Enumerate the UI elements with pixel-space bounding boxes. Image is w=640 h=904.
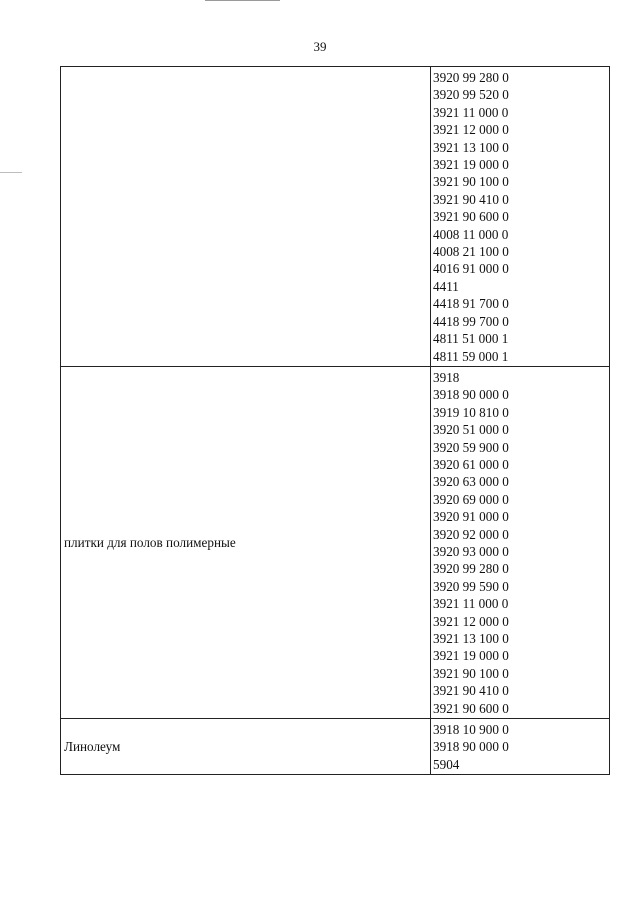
tn-ved-code: 3920 99 280 0 — [433, 561, 509, 577]
tn-ved-code: 3921 90 100 0 — [433, 665, 509, 681]
tn-ved-code: 3921 90 600 0 — [433, 700, 509, 716]
product-codes-cell — [431, 366, 610, 718]
scan-edge-mark — [0, 172, 22, 173]
tn-ved-code: 3921 11 000 0 — [433, 596, 509, 612]
tn-ved-code: 4418 91 700 0 — [433, 296, 509, 312]
product-codes-cell — [431, 67, 610, 367]
tn-ved-code: 3921 13 100 0 — [433, 631, 509, 646]
tn-ved-code: 3920 91 000 0 — [433, 509, 509, 525]
tn-ved-code: 3921 90 410 0 — [433, 683, 509, 699]
product-name-cell — [61, 67, 431, 367]
product-name-cell: Линолеум — [61, 719, 431, 775]
tn-ved-code: 3918 10 900 0 — [433, 722, 509, 738]
tn-ved-code: 3920 59 900 0 — [433, 439, 509, 455]
tn-ved-code: 3920 61 000 0 — [433, 456, 509, 472]
tn-ved-code: 3921 90 410 0 — [433, 191, 509, 207]
tn-ved-code: 3921 90 600 0 — [433, 209, 509, 225]
tn-ved-code: 4008 11 000 0 — [433, 226, 509, 242]
tn-ved-code: 3921 90 100 0 — [433, 174, 509, 190]
tn-ved-code: 3921 13 100 0 — [433, 139, 509, 155]
tn-ved-code: 4008 21 100 0 — [433, 244, 509, 260]
page-number: 39 — [313, 39, 327, 54]
tn-ved-code: 3920 99 590 0 — [433, 578, 509, 594]
scan-edge-mark — [205, 0, 280, 1]
table-body — [61, 67, 610, 775]
table-row — [61, 366, 610, 718]
tn-ved-code: 3921 12 000 0 — [433, 613, 509, 629]
tn-ved-code: 3921 12 000 0 — [433, 122, 509, 138]
tn-ved-code: 3921 19 000 0 — [433, 648, 509, 664]
tn-ved-code: 3920 63 000 0 — [433, 474, 509, 490]
product-name-cell: плитки для полов полимерные — [61, 366, 431, 718]
tn-ved-code: 3918 90 000 0 — [433, 387, 509, 403]
product-codes-table — [60, 66, 610, 775]
tn-ved-code: 3920 99 280 0 — [433, 70, 509, 85]
tn-ved-code: 3921 19 000 0 — [433, 157, 509, 173]
tn-ved-code: 3918 — [433, 369, 460, 385]
tn-ved-code: 3921 11 000 0 — [433, 104, 509, 120]
tn-ved-code: 3920 92 000 0 — [433, 526, 509, 542]
tn-ved-code: 4418 99 700 0 — [433, 313, 509, 329]
tn-ved-code: 3920 99 520 0 — [433, 87, 509, 103]
tn-ved-code: 3920 93 000 0 — [433, 543, 509, 559]
tn-ved-code: 3919 10 810 0 — [433, 404, 509, 420]
tn-ved-code: 3920 51 000 0 — [433, 422, 509, 438]
tn-ved-code: 3918 90 000 0 — [433, 739, 509, 755]
table-row — [61, 67, 610, 367]
tn-ved-code: 4016 91 000 0 — [433, 261, 509, 277]
tn-ved-code: 3920 69 000 0 — [433, 491, 509, 507]
table-row — [61, 719, 610, 775]
tn-ved-code: 4811 51 000 1 — [433, 331, 509, 347]
product-codes-cell — [431, 719, 610, 775]
tn-ved-code: 5904 — [433, 756, 460, 772]
tn-ved-code: 4811 59 000 1 — [433, 348, 509, 364]
tn-ved-code: 4411 — [433, 278, 459, 294]
